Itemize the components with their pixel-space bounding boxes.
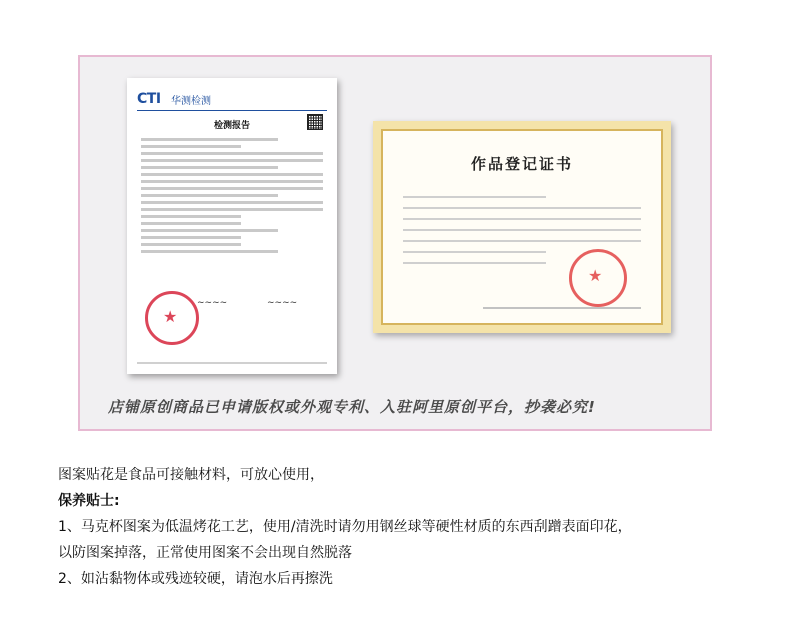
certificate-footer-line	[483, 307, 641, 309]
test-report-document	[127, 78, 337, 374]
qr-code-icon	[307, 114, 323, 130]
cti-logo-cn: 华测检测	[171, 96, 211, 107]
care-tip-2: 2、如沾黏物体或残迹较硬，请泡水后再擦洗	[58, 571, 333, 587]
report-footer-line	[137, 362, 327, 364]
food-safe-note: 图案贴花是食品可接触材料，可放心使用，	[58, 467, 324, 483]
report-body-lines	[141, 134, 323, 257]
signature-2: ~~~~	[267, 298, 298, 308]
care-tip-1-line-1: 1、马克杯图案为低温烤花工艺，使用/清洗时请勿用钢丝球等硬性材质的东西刮蹭表面印花，	[58, 519, 632, 535]
report-header-rule	[137, 110, 327, 111]
copyright-notice: 店铺原创商品已申请版权或外观专利、入驻阿里原创平台，抄袭必究!	[108, 398, 596, 416]
report-title: 检测报告	[213, 121, 250, 131]
certificate-border	[381, 129, 663, 325]
cti-logo: CTI	[137, 91, 161, 107]
certificate-seal-icon	[569, 249, 627, 307]
care-tips-heading: 保养贴士:	[58, 493, 120, 509]
work-registration-certificate	[373, 121, 671, 333]
care-tip-1-line-2: 以防图案掉落，正常使用图案不会出现自然脱落	[58, 545, 352, 561]
signature-1: ~~~~	[197, 298, 228, 308]
certificate-title: 作品登记证书	[470, 155, 573, 173]
red-seal-icon	[145, 291, 199, 345]
